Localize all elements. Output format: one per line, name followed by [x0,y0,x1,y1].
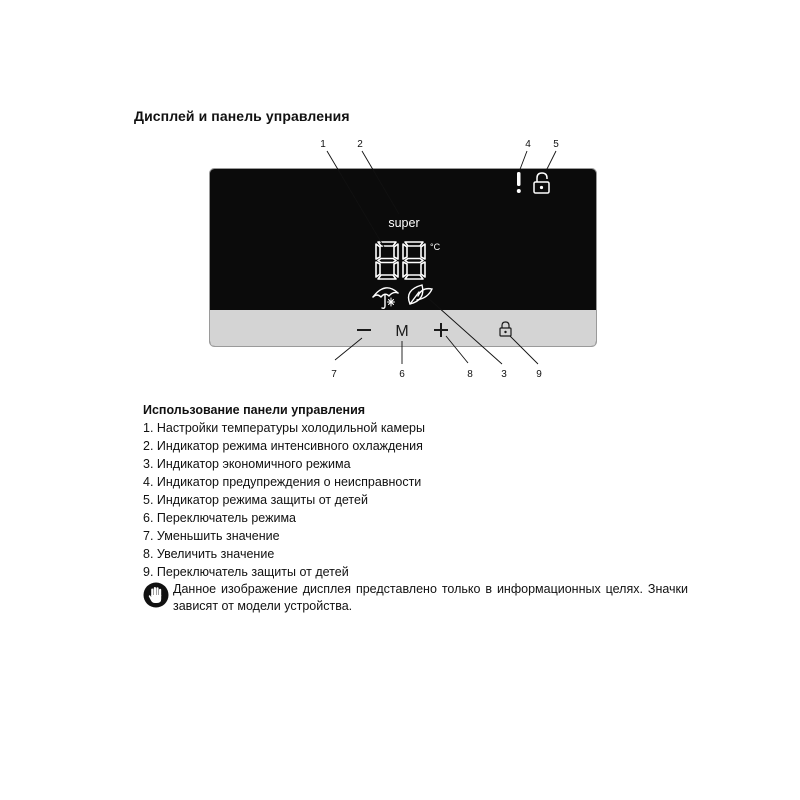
legend-item: 6. Переключатель режима [143,511,296,525]
legend-title: Использование панели управления [143,403,366,417]
mode-button[interactable]: M [395,323,409,340]
legend-item: 2. Индикатор режима интенсивного охлаждения [143,439,423,453]
super-mode-label: super [388,216,420,230]
legend [143,401,688,615]
callout-number-5: 5 [553,139,559,150]
legend-item: 8. Увеличить значение [143,547,275,561]
callout-number-2: 2 [357,139,363,150]
callout-number-9: 9 [536,369,542,380]
legend-item: 5. Индикатор режима защиты от детей [143,493,368,507]
legend-item: 7. Уменьшить значение [143,529,280,543]
temperature-unit: °C [430,242,441,252]
minus-icon[interactable] [357,329,371,331]
callout-number-7: 7 [331,369,337,380]
legend-item: 3. Индикатор экономичного режима [143,457,351,471]
hand-stop-icon [143,582,169,608]
callout-number-3: 3 [501,369,507,380]
note-text: Данное изображение дисплея представлено только в информационных целях. Значки зависят от модели устройства. [173,582,688,613]
callout-number-6: 6 [399,369,405,380]
exclamation-icon [517,172,521,193]
legend-item: 4. Индикатор предупреждения о неисправности [143,475,422,489]
section-heading: Дисплей и панель управления [134,108,350,124]
callout-number-8: 8 [467,369,473,380]
callout-number-1: 1 [320,139,326,150]
legend-item: 1. Настройки температуры холодильной камеры [143,421,425,435]
callout-number-4: 4 [525,139,531,150]
info-note [143,581,688,615]
legend-item: 9. Переключатель защиты от детей [143,565,349,579]
